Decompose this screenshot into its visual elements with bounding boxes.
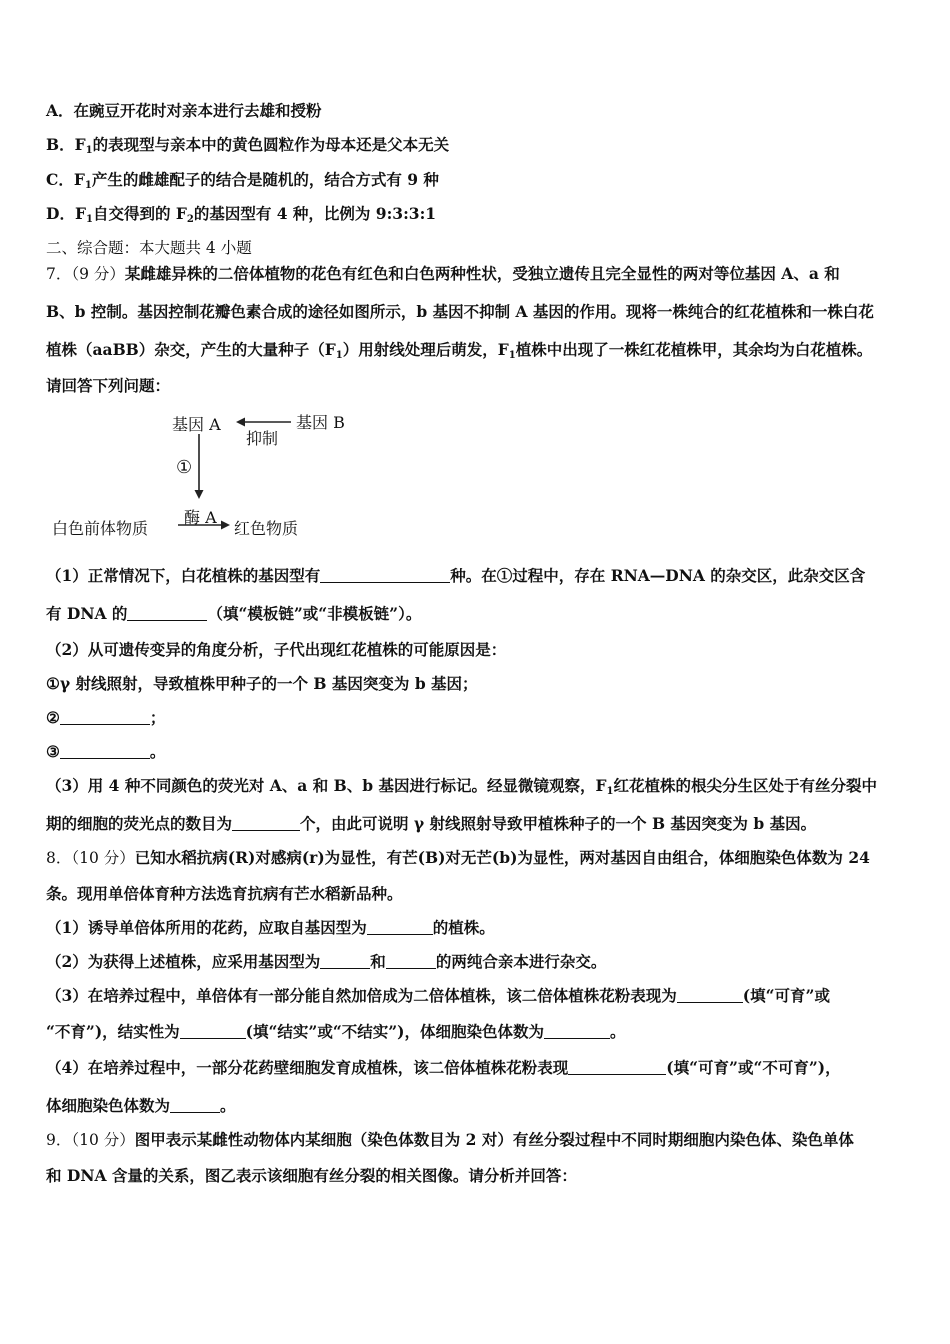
q7-line-2: B、b 控制。基因控制花瓣色素合成的途径如图所示，b 基因不抑制 A 基因的作用。现将一株纯合的红花植株和一株白花 xyxy=(46,302,874,321)
q8-s4-text-b: (填“可育”或“不可育”)， xyxy=(666,1058,841,1077)
option-b-letter: B． xyxy=(46,135,75,154)
q8-sub-3-line xyxy=(46,986,830,1006)
q7-text-3a: 植株（aaBB）杂交，产生的大量种子（F xyxy=(46,340,336,359)
q8-s3-text-d: (填“结实”或“不结实”)，体细胞染色体数为 xyxy=(245,1022,545,1041)
answer-blank[interactable] xyxy=(170,1098,220,1113)
down-arrowhead xyxy=(195,490,204,499)
q7-sub-2: 1 xyxy=(508,350,516,361)
q7-sub-1-line xyxy=(46,566,865,586)
answer-blank[interactable] xyxy=(60,744,150,759)
q7-s3-text-a: （3）用 4 种不同颜色的荧光对 A、a 和 B、b 基因进行标记。经显微镜观察，F xyxy=(46,776,607,795)
q7-s1-text-c: 有 DNA 的 xyxy=(46,604,128,623)
q8-s4-text-a: （4）在培养过程中，一部分花药壁细胞发育成植株，该二倍体植株花粉表现 xyxy=(46,1058,569,1077)
q7-s1-text-b: 种。在①过程中，存在 RNA—DNA 的杂交区，此杂交区含 xyxy=(450,566,866,585)
option-c-text: F xyxy=(73,170,85,189)
option-c-text-2: 产生的雌雄配子的结合是随机的，结合方式有 9 种 xyxy=(91,170,439,189)
inhibit-arrowhead xyxy=(236,418,245,427)
q7-s1-text-a: （1）正常情况下，白花植株的基因型有 xyxy=(46,566,321,585)
q8-s3-text-b: (填“可育”或 xyxy=(742,986,830,1005)
answer-blank[interactable] xyxy=(232,816,300,831)
q7-text-3c: 植株中出现了一株红花植株甲，其余均为白花植株。 xyxy=(515,340,873,359)
gene-a-label: 基因 A xyxy=(172,415,221,434)
q7-sub-1-line-2 xyxy=(46,604,421,624)
q8-sub-4-line-2 xyxy=(46,1096,236,1116)
q7-s2-item-2-end: ； xyxy=(149,708,166,727)
answer-blank[interactable] xyxy=(127,606,207,621)
circle-three: ③ xyxy=(46,742,60,761)
inhibit-label: 抑制 xyxy=(246,429,279,448)
gene-b-label: 基因 B xyxy=(296,413,345,432)
q7-sub-2-line: （2）从可遗传变异的角度分析，子代出现红花植株的可能原因是： xyxy=(46,640,507,659)
q8-sub-2-line xyxy=(46,952,606,972)
option-b-text: F xyxy=(74,135,86,154)
q7-s3-text-c: 期的细胞的荧光点的数目为 xyxy=(46,814,233,833)
q8-text-1: 已知水稻抗病(R)对感病(r)为显性，有芒(B)对无芒(b)为显性，两对基因自由组合，体细胞染色体数为 24 xyxy=(134,848,870,867)
q8-s4-text-c: 体细胞染色体数为 xyxy=(46,1096,171,1115)
q8-s2-text-c: 的两纯合亲本进行杂交。 xyxy=(435,952,607,971)
q9-line-2: 和 DNA 含量的关系，图乙表示该细胞有丝分裂的相关图像。请分析并回答： xyxy=(46,1166,577,1185)
answer-blank[interactable] xyxy=(320,568,450,583)
option-a-text: 在豌豆开花时对亲本进行去雄和授粉 xyxy=(73,101,322,120)
q9-text-1: 图甲表示某雌性动物体内某细胞（染色体数目为 2 对）有丝分裂过程中不同时期细胞内染色体、染色单体 xyxy=(134,1130,854,1149)
pathway-diagram xyxy=(46,402,366,552)
enzyme-arrowhead xyxy=(221,521,230,530)
option-d-sub-2: 2 xyxy=(186,214,194,225)
q7-line-4: 请回答下列问题： xyxy=(46,376,171,395)
option-c-letter: C． xyxy=(46,170,74,189)
answer-blank[interactable] xyxy=(386,954,436,969)
section-title: 二、综合题：本大题共 4 小题 xyxy=(46,239,252,257)
answer-blank[interactable] xyxy=(60,710,150,725)
option-d xyxy=(46,204,436,230)
q7-s3-text-b: 红花植株的根尖分生区处于有丝分裂中 xyxy=(613,776,877,795)
q7-line-3 xyxy=(46,340,872,366)
answer-blank[interactable] xyxy=(677,988,743,1003)
q8-s4-text-d: 。 xyxy=(220,1096,236,1115)
q7-sub-3-line-2 xyxy=(46,814,816,834)
q8-line-1 xyxy=(46,848,870,868)
option-d-letter: D． xyxy=(46,204,75,223)
q9-line-1 xyxy=(46,1130,854,1150)
q7-line-1 xyxy=(46,264,840,284)
answer-blank[interactable] xyxy=(544,1024,610,1039)
answer-blank[interactable] xyxy=(180,1024,246,1039)
q7-s1-text-d: （填“模板链”或“非模板链”）。 xyxy=(207,604,422,623)
q7-s2-item-3-end: 。 xyxy=(149,742,166,761)
answer-blank[interactable] xyxy=(568,1060,666,1075)
q8-sub-3-line-2 xyxy=(46,1022,626,1042)
precursor-label: 白色前体物质 xyxy=(52,519,149,538)
q8-s3-text-c: “不育”)，结实性为 xyxy=(46,1022,180,1041)
enzyme-label: 酶 A xyxy=(184,508,217,527)
q7-text-1: 某雌雄异株的二倍体植物的花色有红色和白色两种性状，受独立遗传且完全显性的两对等位基因 A、a 和 xyxy=(124,264,840,283)
q8-s2-text-a: （2）为获得上述植株，应采用基因型为 xyxy=(46,952,321,971)
q8-s1-text-b: 的植株。 xyxy=(432,918,495,937)
option-d-text-3: 的基因型有 4 种，比例为 9:3:3:1 xyxy=(193,204,437,223)
answer-blank[interactable] xyxy=(367,920,433,935)
option-d-text: F xyxy=(74,204,86,223)
q8-s3-text-e: 。 xyxy=(610,1022,626,1041)
q7-sub-2-item-2 xyxy=(46,708,165,728)
q7-sub-2-item-3 xyxy=(46,742,165,762)
q8-sub-1-line xyxy=(46,918,495,938)
option-c-sub: 1 xyxy=(84,180,92,191)
option-d-text-2: 自交得到的 F xyxy=(92,204,187,223)
option-b-sub: 1 xyxy=(85,145,93,156)
option-b-text-2: 的表现型与亲本中的黄色圆粒作为母本还是父本无关 xyxy=(92,135,450,154)
step-one-label: ① xyxy=(176,457,193,478)
q8-s1-text-a: （1）诱导单倍体所用的花药，应取自基因型为 xyxy=(46,918,367,937)
q7-sub-2-item-1: ①γ 射线照射，导致植株甲种子的一个 B 基因突变为 b 基因； xyxy=(46,674,478,693)
q8-number: 8．（10 分） xyxy=(46,849,135,867)
option-c xyxy=(46,170,439,196)
q8-s2-text-b: 和 xyxy=(370,952,386,971)
q9-number: 9．（10 分） xyxy=(46,1131,135,1149)
option-b xyxy=(46,135,449,161)
option-a-letter: A． xyxy=(46,101,74,120)
q7-s3-sub: 1 xyxy=(606,786,614,797)
q8-line-2: 条。现用单倍体育种方法选育抗病有芒水稻新品种。 xyxy=(46,884,403,903)
q8-sub-4-line xyxy=(46,1058,841,1078)
option-d-sub: 1 xyxy=(85,214,93,225)
option-a xyxy=(46,101,322,121)
q7-number: 7．（9 分） xyxy=(46,265,125,283)
q8-s3-text-a: （3）在培养过程中，单倍体有一部分能自然加倍成为二倍体植株，该二倍体植株花粉表现为 xyxy=(46,986,677,1005)
circle-two: ② xyxy=(46,708,60,727)
q7-sub-3-line xyxy=(46,776,877,802)
q7-sub-1: 1 xyxy=(335,350,343,361)
q7-s3-text-d: 个，由此可说明 γ 射线照射导致甲植株种子的一个 B 基因突变为 b 基因。 xyxy=(300,814,817,833)
product-label: 红色物质 xyxy=(234,519,299,538)
answer-blank[interactable] xyxy=(320,954,370,969)
q7-text-3b: ）用射线处理后萌发，F xyxy=(342,340,509,359)
